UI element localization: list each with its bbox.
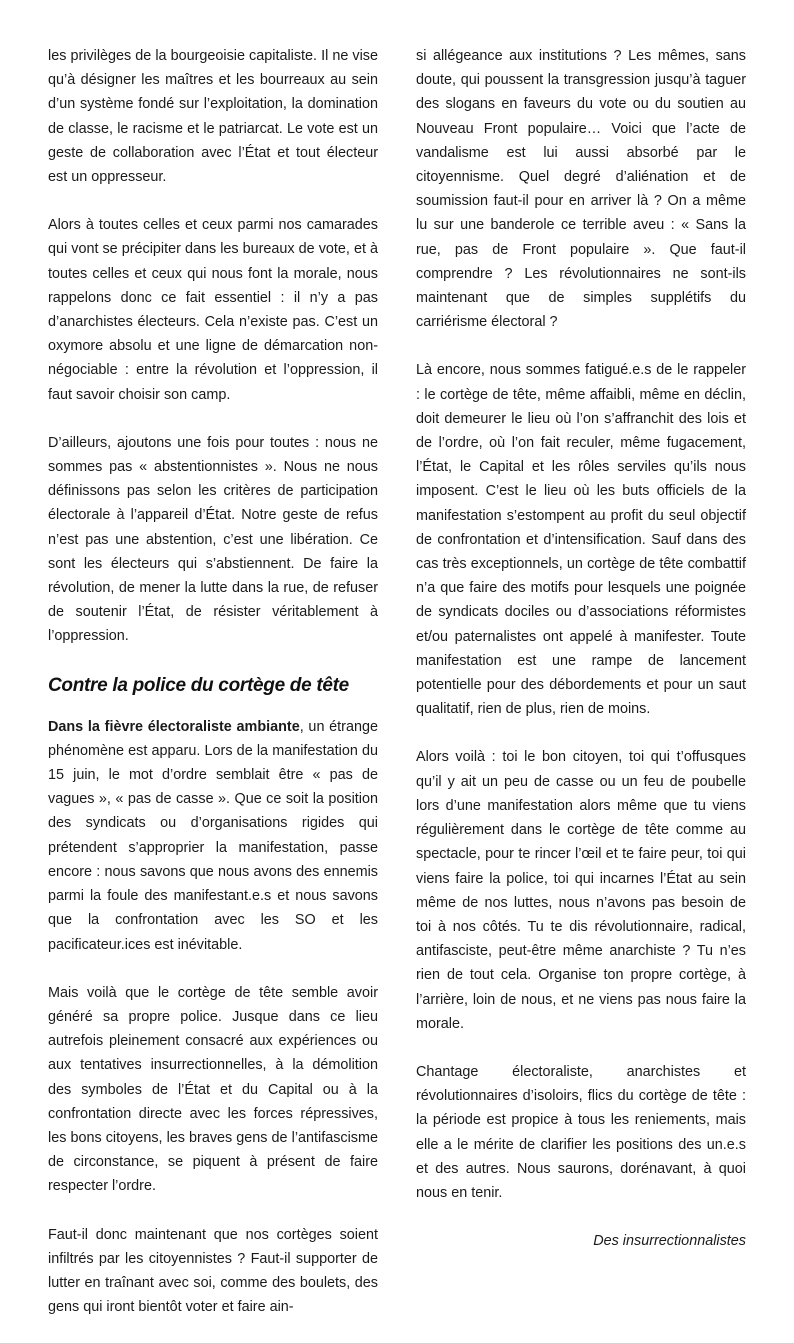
paragraph: D’ailleurs, ajoutons une fois pour toutes : nous ne sommes pas « abstentionnistes ». Nous ne nous définissons pas selon les critères de participation électorale à l’appareil d’État. Notre geste de refus n’est pas une abstention, c’est une libération. Ce sont les électeurs qui s’abstiennent. De faire la révolution, de mener la lutte dans la rue, de refuser de soutenir l’État, de résister véritablement à l’oppression. (48, 434, 378, 645)
paragraph: Alors voilà : toi le bon citoyen, toi qui t’offusques qu’il y ait un peu de casse ou un feu de poubelle lors d’une manifestation alors même que tu viens régulièrement dans le cortège de tête comme au spectacle, pour te rincer l’œil et te faire peur, toi qui viens faire la police, toi qui incarnes l’État au sein même de nos luttes, nous n’avons pas besoin de toi à nos côtés. Tu te dis révolutionnaire, radical, antifasciste, peut-être même anarchiste ? Tu n’es rien de tout cela. Organise ton propre cortège, à l’arrière, loin de nous, et ne viens pas nous faire la morale. (416, 749, 746, 1032)
paragraph: Chantage électoraliste, anarchistes et révolutionnaires d’isoloirs, flics du cortège de tête : la période est propice à tous les reniements, mais elle a le mérite de clarifier les positions des un.e.s et des autres. Nous saurons, dorénavant, à quoi nous en tenir. (416, 1063, 746, 1201)
paragraph: Là encore, nous sommes fatigué.e.s de le rappeler : le cortège de tête, même affaibli, même en déclin, doit demeurer le lieu où l’on s’affranchit des lois et de l’ordre, où l’on fait reculer, même fugacement, l’État, le Capital et les rôles serviles qu’ils nous imposent. C’est le lieu où les buts officiels de la manifestation s’estompent au profit du seul objectif de confrontation et d’intensification. Sauf dans des cas très exceptionnels, un cortège de tête combattif n’a que faire des motifs pour lesquels une poignée de syndicats dociles ou d’associations réformistes et/ou paternalistes ont appelé à manifester. Toute manifestation est une rampe de lancement potentielle pour des débordements et pour un saut qualitatif, rien de plus, rien de moins. (416, 362, 746, 718)
lead-phrase: Dans la fièvre électoraliste ambiante (48, 718, 300, 735)
paragraph: Alors à toutes celles et ceux parmi nos camarades qui vont se précipiter dans les bureaux de vote, et à toutes celles et ceux qui nous font la morale, nous rappelons donc ce fait essentiel : il n’y a pas d’anarchistes électeurs. Cela n’existe pas. C’est un oxymore absolu et une ligne de démarcation non-négociable : entre la révolution et l’oppression, il faut savoir choisir son camp. (48, 217, 378, 403)
paragraph: Faut-il donc maintenant que nos cortèges soient infiltrés par les citoyennistes ? Faut-il supporter de lutter en traînant avec soi, comme des boulets, des gens qui iront bientôt voter et faire ain- (48, 1226, 378, 1316)
author-signature: Des insurrectionnalistes (593, 1233, 746, 1250)
section-heading: Contre la police du cortège de tête (48, 674, 349, 696)
lead-paragraph (48, 715, 378, 957)
right-column (416, 44, 746, 1253)
paragraph: si allégeance aux institutions ? Les mêmes, sans doute, qui poussent la transgression jusqu’à taguer des slogans en faveurs du vote ou du soutien au Nouveau Front populaire… Voici que l’acte de vandalisme est lui aussi absorbé par le citoyennisme. Quel degré d’aliénation et de soumission faut-il pour en arriver là ? On a même lu sur une banderole ce terrible aveu : « Sans la rue, pas de Front populaire ». Que faut-il comprendre ? Les révolutionnaires ne sont-ils maintenant que de simples supplétifs du carriérisme électoral ? (416, 48, 746, 331)
paragraph: les privilèges de la bourgeoisie capitaliste. Il ne vise qu’à désigner les maîtres et les bourreaux au sein d’un système fondé sur l’exploitation, la domination de classe, le racisme et le patriarcat. Le vote est un geste de collaboration avec l’État et tout électeur est un oppresseur. (48, 48, 378, 186)
lead-paragraph-text: , un étrange phénomène est apparu. Lors de la manifestation du 15 juin, le mot d’ordre semblait être « pas de vagues », « pas de casse ». Que ce soit la position des syndicats ou d’organisations rigides qui prétendent s’approprier la manifestation, passe encore : nous savons que nous avons des ennemis parmi la foule des manifestant.e.s et nous savons que la confrontation avec les SO et les pacificateur.ices est inévitable. (48, 718, 378, 953)
left-column (48, 44, 378, 1343)
document-page (48, 44, 746, 1316)
paragraph: Mais voilà que le cortège de tête semble avoir généré sa propre police. Jusque dans ce lieu autrefois pleinement consacré aux expériences ou aux tentatives insurrectionnelles, à la démolition des symboles de l’État et du Capital ou à la confrontation directe avec les forces répressives, les bons citoyens, les braves gens de l’antifascisme de circonstance, se piquent à présent de faire respecter l’ordre. (48, 984, 378, 1195)
